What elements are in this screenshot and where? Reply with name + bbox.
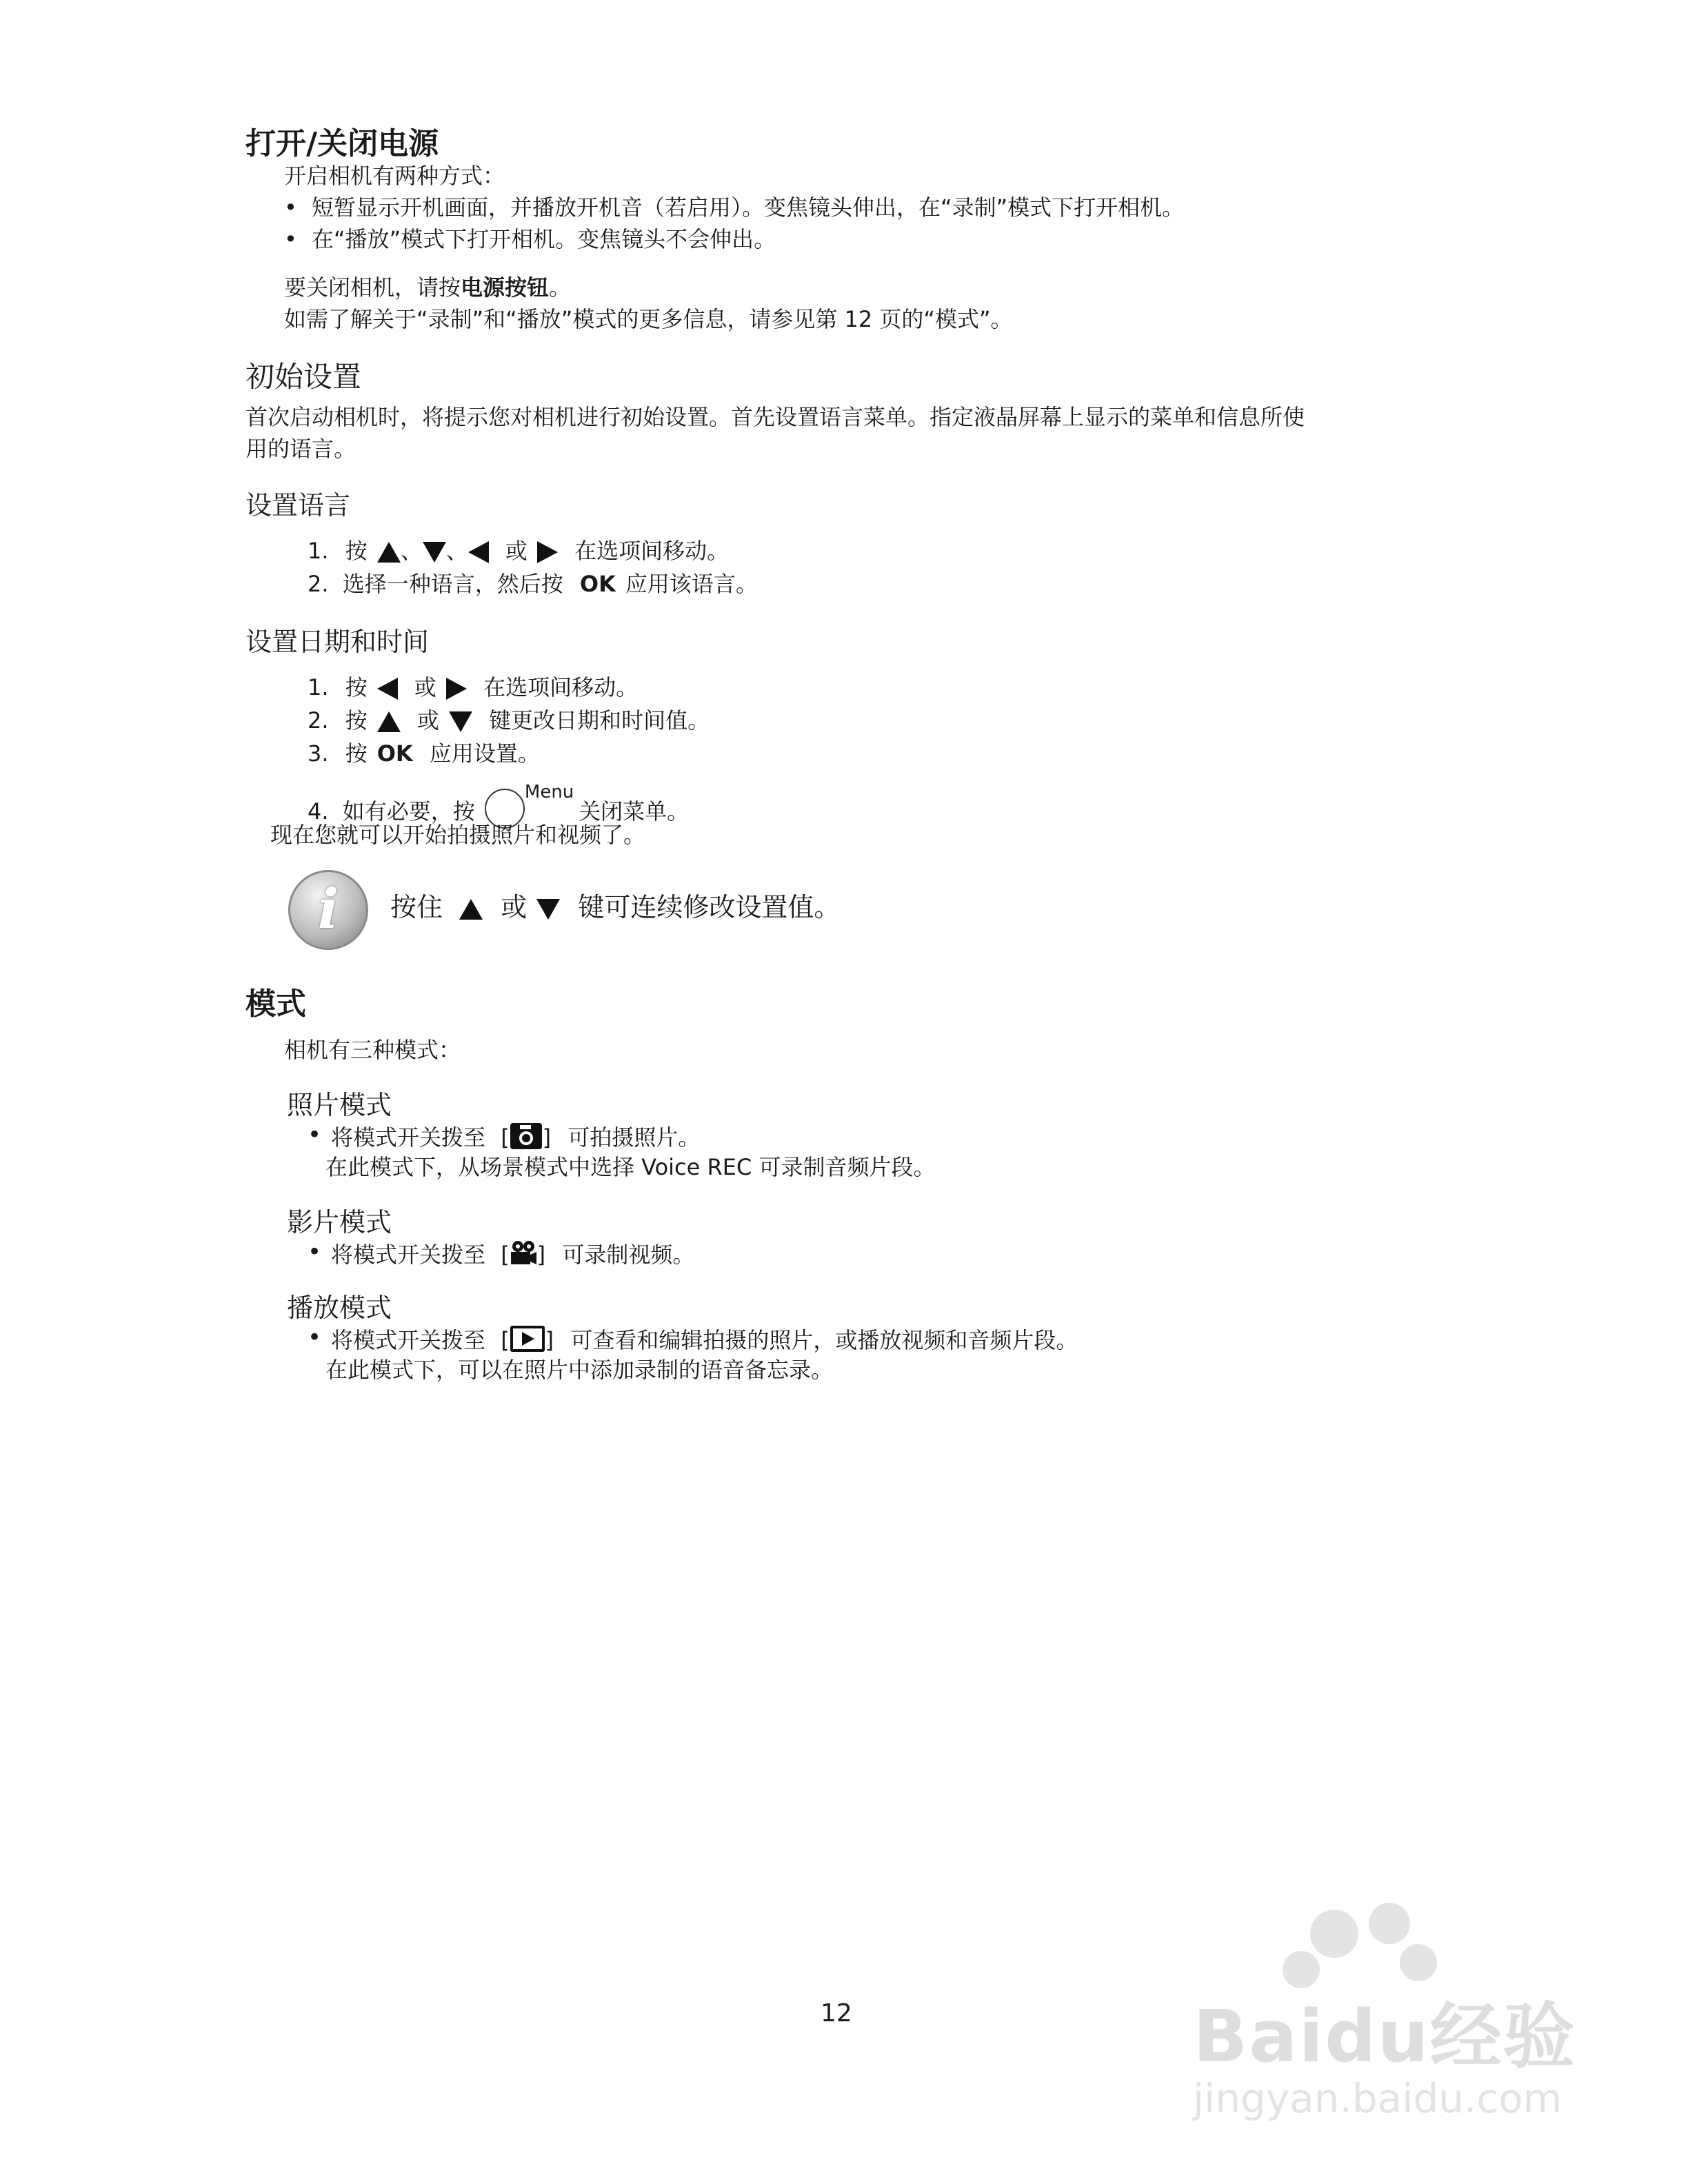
menu-label: Menu	[524, 782, 574, 802]
page-number: 12	[821, 1999, 852, 2028]
initial-heading: 初始设置	[245, 360, 362, 394]
step-text: 如有必要，按	[342, 798, 475, 825]
paw-icon	[1369, 1903, 1410, 1944]
press-text: 按	[345, 740, 368, 767]
step-number: 1.	[308, 674, 329, 700]
power-off-prefix: 要关闭相机，请按	[284, 274, 461, 301]
step-text: 可拍摄照片。	[567, 1124, 701, 1151]
watermark-url: jingyan.baidu.com	[1193, 2075, 1563, 2122]
ok-key-label: OK	[376, 740, 413, 767]
step-number: 1.	[308, 538, 329, 564]
bracket: ]	[545, 1327, 554, 1354]
step-text: 选择一种语言，然后按	[342, 571, 563, 597]
play-mode-title: 播放模式	[287, 1293, 392, 1323]
datetime-step-1	[308, 674, 647, 700]
separator: 、	[445, 538, 468, 564]
or-text: 或	[414, 674, 436, 700]
language-heading: 设置语言	[245, 490, 351, 520]
press-text: 按	[345, 674, 368, 700]
up-arrow-icon	[459, 899, 483, 920]
power-button-label: 电源按钮	[461, 274, 550, 301]
up-arrow-icon	[377, 711, 401, 732]
playback-icon	[510, 1325, 545, 1358]
bullet-marker: •	[284, 226, 297, 252]
datetime-step-4	[308, 782, 690, 827]
bracket: [	[501, 1124, 510, 1151]
menu-button-icon	[482, 782, 574, 827]
bracket: [	[501, 1242, 510, 1268]
down-arrow-icon	[536, 899, 560, 920]
ok-key-label: OK	[579, 571, 616, 597]
step-number: 4.	[308, 798, 329, 825]
or-text: 或	[416, 707, 439, 734]
down-arrow-icon	[449, 711, 472, 732]
datetime-step-2	[308, 707, 719, 734]
modes-intro: 相机有三种模式：	[284, 1037, 461, 1063]
bracket: ]	[536, 1242, 546, 1268]
step-text: 应用该语言。	[625, 571, 758, 597]
bullet-marker: •	[308, 1324, 322, 1351]
step-text: 关闭菜单。	[579, 798, 690, 825]
step-text: 键更改日期和时间值。	[489, 707, 710, 734]
bracket: [	[501, 1327, 510, 1354]
datetime-done: 现在您就可以开始拍摄照片和视频了。	[270, 822, 646, 848]
bracket: ]	[542, 1124, 552, 1151]
power-off-line	[284, 274, 571, 301]
or-text: 或	[501, 892, 528, 922]
info-icon	[288, 870, 368, 950]
modes-heading: 模式	[245, 987, 306, 1022]
step-text: 将模式开关拨至	[331, 1124, 486, 1151]
step-text: 将模式开关拨至	[331, 1242, 486, 1268]
right-arrow-icon	[446, 678, 467, 700]
power-bullet-2: 在“播放”模式下打开相机。变焦镜头不会伸出。	[312, 226, 776, 252]
datetime-heading: 设置日期和时间	[245, 627, 430, 657]
press-text: 按	[345, 707, 368, 734]
play-mode-line	[331, 1325, 1087, 1358]
tip-text	[390, 892, 850, 924]
language-step-1	[308, 538, 738, 564]
power-heading: 打开/关闭电源	[245, 126, 439, 161]
power-more-info: 如需了解关于“录制”和“播放”模式的更多信息，请参见第 12 页的“模式”。	[284, 306, 1013, 332]
step-text: 在选项间移动。	[483, 674, 639, 700]
bullet-marker: •	[308, 1121, 322, 1149]
initial-para-line1: 首次启动相机时，将提示您对相机进行初始设置。首先设置语言菜单。指定液晶屏幕上显示的菜单和信息所使	[245, 404, 1305, 430]
step-number: 2.	[308, 571, 329, 597]
tip-body: 键可连续修改设置值。	[578, 892, 841, 922]
step-text: 将模式开关拨至	[331, 1327, 486, 1354]
bullet-marker: •	[284, 194, 297, 221]
step-text: 在选项间移动。	[574, 538, 730, 564]
right-arrow-icon	[537, 541, 558, 563]
step-number: 3.	[308, 740, 329, 767]
step-text: 可查看和编辑拍摄的照片，或播放视频和音频片段。	[570, 1327, 1078, 1354]
left-arrow-icon	[468, 541, 489, 563]
left-arrow-icon	[377, 678, 398, 700]
info-glyph: i	[317, 876, 339, 941]
photo-mode-line	[331, 1122, 710, 1155]
power-bullet-1: 短暂显示开机画面，并播放开机音（若启用）。变焦镜头伸出，在“录制”模式下打开相机。	[312, 194, 1185, 221]
up-arrow-icon	[377, 542, 401, 563]
paw-icon	[1400, 1944, 1437, 1981]
photo-mode-note: 在此模式下，从场景模式中选择 Voice REC 可录制音频片段。	[325, 1154, 936, 1180]
datetime-step-3	[308, 740, 550, 767]
or-text: 或	[505, 538, 528, 564]
step-text: 应用设置。	[429, 740, 540, 767]
camera-icon	[510, 1122, 543, 1155]
down-arrow-icon	[423, 542, 446, 563]
step-number: 2.	[308, 707, 329, 734]
baidu-watermark	[1172, 1903, 1586, 2137]
press-text: 按住	[390, 892, 443, 922]
press-text: 按	[345, 538, 368, 564]
power-off-suffix: 。	[549, 274, 572, 301]
video-camera-icon	[510, 1240, 537, 1273]
bullet-marker: •	[308, 1238, 322, 1266]
watermark-logo: Baidu经验	[1193, 1994, 1576, 2079]
language-step-2	[308, 571, 758, 597]
power-intro: 开启相机有两种方式：	[284, 163, 505, 189]
separator: 、	[400, 538, 423, 564]
movie-mode-title: 影片模式	[287, 1207, 392, 1237]
paw-icon	[1310, 1910, 1358, 1958]
photo-mode-title: 照片模式	[287, 1090, 392, 1120]
play-mode-note: 在此模式下，可以在照片中添加录制的语音备忘录。	[325, 1357, 834, 1383]
initial-para-line2: 用的语言。	[245, 436, 356, 462]
step-text: 可录制视频。	[562, 1242, 695, 1268]
movie-mode-line	[331, 1240, 704, 1273]
